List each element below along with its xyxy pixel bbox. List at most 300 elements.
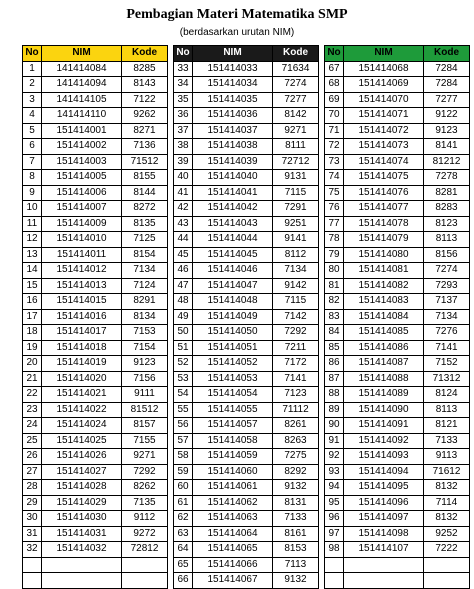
cell-kode: 8283 xyxy=(424,201,470,217)
cell-nim: 151414038 xyxy=(193,139,273,155)
cell-kode: 9123 xyxy=(122,356,168,372)
cell-nim: 151414034 xyxy=(193,77,273,93)
cell-nim: 151414057 xyxy=(193,418,273,434)
cell-nim: 151414083 xyxy=(344,294,424,310)
cell-no: 34 xyxy=(174,77,193,93)
table-row xyxy=(174,247,319,263)
cell-nim: 151414047 xyxy=(193,278,273,294)
cell-nim: 151414071 xyxy=(344,108,424,124)
cell-nim: 151414046 xyxy=(193,263,273,279)
cell-no: 38 xyxy=(174,139,193,155)
cell-nim: 151414032 xyxy=(42,542,122,558)
cell-nim: 151414088 xyxy=(344,371,424,387)
cell-nim: 151414050 xyxy=(193,325,273,341)
cell-no: 2 xyxy=(23,77,42,93)
cell-nim: 151414066 xyxy=(193,557,273,573)
table-row xyxy=(325,201,470,217)
cell-nim: 151414098 xyxy=(344,526,424,542)
cell-kode: 8291 xyxy=(122,294,168,310)
table-row xyxy=(325,139,470,155)
cell-nim: 151414002 xyxy=(42,139,122,155)
table-row xyxy=(174,278,319,294)
cell-kode: 7113 xyxy=(273,557,319,573)
cell-nim: 151414040 xyxy=(193,170,273,186)
cell-no: 60 xyxy=(174,480,193,496)
cell-no: 28 xyxy=(23,480,42,496)
table-row xyxy=(325,263,470,279)
cell-nim: 151414074 xyxy=(344,154,424,170)
cell-kode: 71634 xyxy=(273,61,319,77)
cell-nim: 151414027 xyxy=(42,464,122,480)
cell-no: 44 xyxy=(174,232,193,248)
cell-nim: 151414068 xyxy=(344,61,424,77)
cell-no: 47 xyxy=(174,278,193,294)
cell-no: 70 xyxy=(325,108,344,124)
cell-no: 5 xyxy=(23,123,42,139)
cell-no: 95 xyxy=(325,495,344,511)
table-row xyxy=(23,294,168,310)
table-row xyxy=(325,108,470,124)
cell-kode: 9272 xyxy=(122,526,168,542)
table-row xyxy=(23,340,168,356)
cell-kode: 71112 xyxy=(273,402,319,418)
cell-nim: 151414058 xyxy=(193,433,273,449)
table-row xyxy=(23,511,168,527)
cell-nim: 151414020 xyxy=(42,371,122,387)
cell-nim: 151414030 xyxy=(42,511,122,527)
cell-nim: 151414107 xyxy=(344,542,424,558)
cell-nim: 151414019 xyxy=(42,356,122,372)
cell-kode: 71612 xyxy=(424,464,470,480)
cell-nim: 151414065 xyxy=(193,542,273,558)
table-row xyxy=(174,511,319,527)
cell-kode: 7137 xyxy=(424,294,470,310)
cell-nim: 141414094 xyxy=(42,77,122,93)
cell-kode: 8144 xyxy=(122,185,168,201)
cell-kode: 8132 xyxy=(424,511,470,527)
cell-nim: 151414031 xyxy=(42,526,122,542)
cell-kode: 7276 xyxy=(424,325,470,341)
cell-no: 75 xyxy=(325,185,344,201)
cell-kode: 8113 xyxy=(424,402,470,418)
cell-nim: 141414105 xyxy=(42,92,122,108)
table-row xyxy=(174,480,319,496)
cell-kode: 71312 xyxy=(424,371,470,387)
cell-no: 97 xyxy=(325,526,344,542)
header-kode: Kode xyxy=(273,46,319,62)
cell-no: 14 xyxy=(23,263,42,279)
cell-nim: 151414096 xyxy=(344,495,424,511)
cell-no: 65 xyxy=(174,557,193,573)
table-row xyxy=(325,170,470,186)
cell-no: 81 xyxy=(325,278,344,294)
cell-kode: 9132 xyxy=(273,573,319,589)
table-row xyxy=(174,139,319,155)
cell-nim: 151414094 xyxy=(344,464,424,480)
cell-nim: 151414082 xyxy=(344,278,424,294)
cell-no: 6 xyxy=(23,139,42,155)
cell-kode: 7277 xyxy=(273,92,319,108)
cell-no: 32 xyxy=(23,542,42,558)
table-row xyxy=(174,387,319,403)
cell-kode: 8281 xyxy=(424,185,470,201)
table-row xyxy=(174,433,319,449)
cell-no: 80 xyxy=(325,263,344,279)
cell-no: 29 xyxy=(23,495,42,511)
table-row xyxy=(325,294,470,310)
cell-no: 76 xyxy=(325,201,344,217)
cell-kode: 7293 xyxy=(424,278,470,294)
cell-nim: 151414080 xyxy=(344,247,424,263)
cell-nim: 151414007 xyxy=(42,201,122,217)
cell-kode: 9132 xyxy=(273,480,319,496)
header-no: No xyxy=(325,46,344,62)
cell-kode: 8135 xyxy=(122,216,168,232)
cell-nim: 151414022 xyxy=(42,402,122,418)
cell-nim: 151414037 xyxy=(193,123,273,139)
header-no: No xyxy=(23,46,42,62)
cell-kode: 7278 xyxy=(424,170,470,186)
cell-no: 49 xyxy=(174,309,193,325)
cell-no: 37 xyxy=(174,123,193,139)
cell-no: 71 xyxy=(325,123,344,139)
cell-kode: 8262 xyxy=(122,480,168,496)
table-row xyxy=(23,418,168,434)
table-row xyxy=(325,387,470,403)
cell-no: 18 xyxy=(23,325,42,341)
table-row xyxy=(174,61,319,77)
cell-kode: 8292 xyxy=(273,464,319,480)
table-row xyxy=(174,170,319,186)
cell-nim: 151414070 xyxy=(344,92,424,108)
cell-kode: 72712 xyxy=(273,154,319,170)
table-header-row xyxy=(325,46,470,62)
table-row xyxy=(325,449,470,465)
cell-nim: 151414051 xyxy=(193,340,273,356)
cell-nim: 151414006 xyxy=(42,185,122,201)
cell-kode: 8261 xyxy=(273,418,319,434)
cell-no: 27 xyxy=(23,464,42,480)
cell-nim: 151414048 xyxy=(193,294,273,310)
cell-no: 4 xyxy=(23,108,42,124)
cell-kode: 7133 xyxy=(424,433,470,449)
cell-kode: 7291 xyxy=(273,201,319,217)
cell-no: 64 xyxy=(174,542,193,558)
table-row xyxy=(174,495,319,511)
cell-nim: 151414021 xyxy=(42,387,122,403)
cell-nim: 151414073 xyxy=(344,139,424,155)
cell-kode: 8161 xyxy=(273,526,319,542)
table-row xyxy=(23,278,168,294)
cell-kode: 7122 xyxy=(122,92,168,108)
cell-no: 59 xyxy=(174,464,193,480)
cell-nim: 151414035 xyxy=(193,92,273,108)
cell-kode: 7292 xyxy=(122,464,168,480)
table-row xyxy=(174,185,319,201)
cell-no: 20 xyxy=(23,356,42,372)
cell-nim: 151414005 xyxy=(42,170,122,186)
cell-nim: 151414067 xyxy=(193,573,273,589)
cell-no: 94 xyxy=(325,480,344,496)
cell-nim: 151414062 xyxy=(193,495,273,511)
cell-no: 48 xyxy=(174,294,193,310)
cell-kode: 8142 xyxy=(273,108,319,124)
cell-nim: 151414033 xyxy=(193,61,273,77)
header-nim: NIM xyxy=(193,46,273,62)
table-row xyxy=(325,77,470,93)
table-row xyxy=(325,402,470,418)
cell-kode: 8272 xyxy=(122,201,168,217)
cell-no: 87 xyxy=(325,371,344,387)
table-row xyxy=(174,356,319,372)
cell-kode: 8124 xyxy=(424,387,470,403)
cell-kode: 7135 xyxy=(122,495,168,511)
cell-kode: 7141 xyxy=(424,340,470,356)
cell-no xyxy=(23,557,42,573)
cell-no: 56 xyxy=(174,418,193,434)
cell-kode xyxy=(122,573,168,589)
table-row xyxy=(23,557,168,573)
cell-no: 30 xyxy=(23,511,42,527)
cell-nim: 151414084 xyxy=(344,309,424,325)
cell-no: 13 xyxy=(23,247,42,263)
cell-no: 68 xyxy=(325,77,344,93)
cell-kode: 7292 xyxy=(273,325,319,341)
cell-nim: 151414049 xyxy=(193,309,273,325)
cell-nim: 151414097 xyxy=(344,511,424,527)
cell-kode: 7123 xyxy=(273,387,319,403)
table-row xyxy=(23,185,168,201)
table-row xyxy=(23,387,168,403)
cell-no: 74 xyxy=(325,170,344,186)
cell-nim: 151414091 xyxy=(344,418,424,434)
cell-nim: 151414003 xyxy=(42,154,122,170)
header-kode: Kode xyxy=(424,46,470,62)
cell-kode: 72812 xyxy=(122,542,168,558)
cell-kode: 8134 xyxy=(122,309,168,325)
table-row xyxy=(174,123,319,139)
cell-nim xyxy=(344,557,424,573)
cell-nim: 151414054 xyxy=(193,387,273,403)
table-row xyxy=(23,170,168,186)
table-row xyxy=(174,449,319,465)
table-row xyxy=(174,92,319,108)
cell-nim: 151414011 xyxy=(42,247,122,263)
cell-nim: 151414043 xyxy=(193,216,273,232)
table-row xyxy=(23,139,168,155)
cell-nim: 151414085 xyxy=(344,325,424,341)
cell-nim: 151414090 xyxy=(344,402,424,418)
cell-kode: 8263 xyxy=(273,433,319,449)
cell-kode: 9252 xyxy=(424,526,470,542)
table-row xyxy=(23,247,168,263)
cell-kode: 9111 xyxy=(122,387,168,403)
table-row xyxy=(325,92,470,108)
header-no: No xyxy=(174,46,193,62)
cell-kode: 9251 xyxy=(273,216,319,232)
cell-no xyxy=(325,573,344,589)
table-row xyxy=(23,542,168,558)
table-row xyxy=(174,402,319,418)
cell-no: 79 xyxy=(325,247,344,263)
cell-kode: 8112 xyxy=(273,247,319,263)
cell-kode: 7211 xyxy=(273,340,319,356)
cell-no: 40 xyxy=(174,170,193,186)
cell-kode: 8271 xyxy=(122,123,168,139)
cell-no: 86 xyxy=(325,356,344,372)
table-row xyxy=(23,573,168,589)
cell-no: 91 xyxy=(325,433,344,449)
cell-kode: 7141 xyxy=(273,371,319,387)
cell-kode: 7277 xyxy=(424,92,470,108)
table-row xyxy=(325,371,470,387)
cell-nim: 151414055 xyxy=(193,402,273,418)
header-nim: NIM xyxy=(42,46,122,62)
cell-nim: 151414036 xyxy=(193,108,273,124)
cell-nim xyxy=(42,557,122,573)
table-row xyxy=(23,464,168,480)
cell-no: 15 xyxy=(23,278,42,294)
table-row xyxy=(174,325,319,341)
table-row xyxy=(174,573,319,589)
cell-no: 72 xyxy=(325,139,344,155)
cell-no: 22 xyxy=(23,387,42,403)
cell-no: 36 xyxy=(174,108,193,124)
table-row xyxy=(325,480,470,496)
table-row xyxy=(325,356,470,372)
table-row xyxy=(174,216,319,232)
cell-nim: 151414042 xyxy=(193,201,273,217)
cell-kode: 7134 xyxy=(424,309,470,325)
cell-no: 98 xyxy=(325,542,344,558)
cell-no: 58 xyxy=(174,449,193,465)
cell-kode: 71512 xyxy=(122,154,168,170)
table-row xyxy=(325,278,470,294)
table-row xyxy=(325,557,470,573)
cell-nim: 151414025 xyxy=(42,433,122,449)
cell-nim: 151414077 xyxy=(344,201,424,217)
cell-no xyxy=(325,557,344,573)
cell-nim: 151414028 xyxy=(42,480,122,496)
cell-kode: 7142 xyxy=(273,309,319,325)
cell-nim: 151414060 xyxy=(193,464,273,480)
table-row xyxy=(23,480,168,496)
table-row xyxy=(174,294,319,310)
table-row xyxy=(325,61,470,77)
cell-no: 88 xyxy=(325,387,344,403)
cell-no: 3 xyxy=(23,92,42,108)
table-row xyxy=(325,433,470,449)
cell-nim: 151414081 xyxy=(344,263,424,279)
cell-kode: 7114 xyxy=(424,495,470,511)
table-row xyxy=(174,108,319,124)
table-row xyxy=(325,154,470,170)
cell-kode: 7274 xyxy=(424,263,470,279)
cell-nim: 151414045 xyxy=(193,247,273,263)
cell-no: 62 xyxy=(174,511,193,527)
cell-no: 39 xyxy=(174,154,193,170)
table-row xyxy=(174,232,319,248)
cell-kode: 9123 xyxy=(424,123,470,139)
cell-no: 89 xyxy=(325,402,344,418)
table-row xyxy=(174,77,319,93)
cell-kode: 7172 xyxy=(273,356,319,372)
cell-kode: 7115 xyxy=(273,294,319,310)
cell-no: 84 xyxy=(325,325,344,341)
table-row xyxy=(174,542,319,558)
cell-kode: 8153 xyxy=(273,542,319,558)
cell-kode: 7154 xyxy=(122,340,168,356)
cell-kode: 9262 xyxy=(122,108,168,124)
cell-kode: 7155 xyxy=(122,433,168,449)
cell-nim: 151414053 xyxy=(193,371,273,387)
cell-nim: 151414079 xyxy=(344,232,424,248)
cell-kode: 8143 xyxy=(122,77,168,93)
cell-nim: 151414016 xyxy=(42,309,122,325)
table-row xyxy=(174,263,319,279)
cell-kode: 7153 xyxy=(122,325,168,341)
cell-no: 78 xyxy=(325,232,344,248)
cell-kode xyxy=(122,557,168,573)
cell-nim: 141414084 xyxy=(42,61,122,77)
cell-nim: 151414039 xyxy=(193,154,273,170)
table-row xyxy=(325,309,470,325)
cell-nim xyxy=(42,573,122,589)
cell-kode: 8121 xyxy=(424,418,470,434)
cell-kode xyxy=(424,573,470,589)
table-row xyxy=(174,201,319,217)
table-row xyxy=(174,154,319,170)
cell-no: 46 xyxy=(174,263,193,279)
table-row xyxy=(23,77,168,93)
table-row xyxy=(23,449,168,465)
cell-no: 26 xyxy=(23,449,42,465)
cell-kode: 8157 xyxy=(122,418,168,434)
table-row xyxy=(174,371,319,387)
table-row xyxy=(325,526,470,542)
cell-no: 24 xyxy=(23,418,42,434)
cell-no: 10 xyxy=(23,201,42,217)
cell-no: 8 xyxy=(23,170,42,186)
cell-nim: 151414072 xyxy=(344,123,424,139)
cell-kode: 7136 xyxy=(122,139,168,155)
cell-kode: 81212 xyxy=(424,154,470,170)
cell-kode: 9141 xyxy=(273,232,319,248)
cell-kode: 7274 xyxy=(273,77,319,93)
cell-nim: 151414076 xyxy=(344,185,424,201)
cell-kode: 7284 xyxy=(424,61,470,77)
cell-kode: 9271 xyxy=(122,449,168,465)
cell-no: 43 xyxy=(174,216,193,232)
cell-nim: 151414015 xyxy=(42,294,122,310)
cell-kode: 7222 xyxy=(424,542,470,558)
table-row xyxy=(174,309,319,325)
table-row xyxy=(325,340,470,356)
table-row xyxy=(23,433,168,449)
cell-no: 92 xyxy=(325,449,344,465)
cell-nim: 151414086 xyxy=(344,340,424,356)
cell-no: 12 xyxy=(23,232,42,248)
cell-no: 63 xyxy=(174,526,193,542)
table-row xyxy=(325,216,470,232)
cell-kode: 8155 xyxy=(122,170,168,186)
cell-kode: 7124 xyxy=(122,278,168,294)
cell-kode: 8113 xyxy=(424,232,470,248)
cell-nim: 151414075 xyxy=(344,170,424,186)
table-row xyxy=(325,495,470,511)
cell-nim: 151414078 xyxy=(344,216,424,232)
cell-no: 41 xyxy=(174,185,193,201)
